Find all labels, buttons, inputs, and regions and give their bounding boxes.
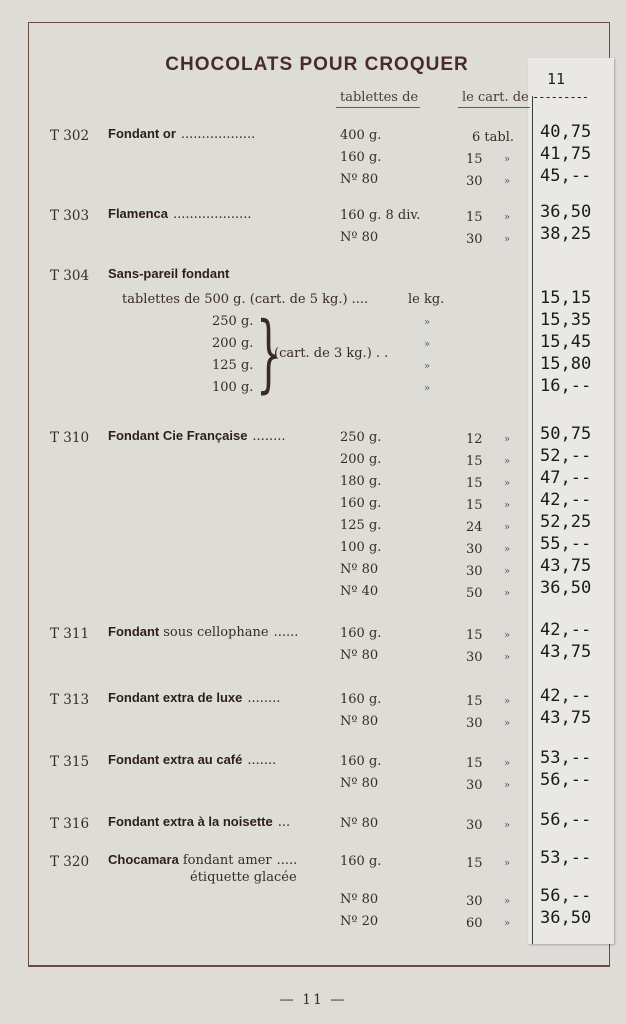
product-name: Fondant — [108, 624, 160, 639]
carton-qty: 6 tabl. — [472, 130, 514, 145]
size: 160 g. — [340, 692, 382, 707]
carton-qty: 15 — [466, 498, 483, 513]
size: 250 g. — [340, 430, 382, 445]
bulk-note: (cart. de 3 kg.) . . — [274, 346, 389, 361]
dot-leader: ........ — [252, 429, 286, 444]
page-footer: — 11 — — [279, 992, 347, 1008]
price: 36,50 — [540, 202, 592, 222]
carton-qty: 15 — [466, 210, 483, 225]
product-name-line — [108, 752, 276, 768]
size: 200 g. — [212, 336, 254, 351]
price: 15,80 — [540, 354, 592, 374]
dot-leader: .................. — [180, 127, 256, 142]
carton-qty: 15 — [466, 476, 483, 491]
ditto-mark: » — [504, 456, 511, 467]
product-code: T 303 — [50, 208, 90, 224]
ditto-mark: » — [504, 212, 511, 223]
size: Nº 20 — [340, 914, 379, 929]
product-name-line — [108, 814, 290, 830]
carton-qty: 15 — [466, 756, 483, 771]
product-name-line — [108, 852, 297, 868]
product-name: Fondant extra à la noisette — [108, 814, 273, 829]
carton-qty: 24 — [466, 520, 483, 535]
ditto-mark: » — [504, 544, 511, 555]
product-name-line — [108, 266, 229, 282]
price: 50,75 — [540, 424, 592, 444]
price: 52,25 — [540, 512, 592, 532]
product-name-line — [108, 624, 298, 640]
price: 45,-- — [540, 166, 592, 186]
ditto-mark: » — [424, 317, 431, 328]
price: 42,-- — [540, 490, 592, 510]
product-code: T 310 — [50, 430, 90, 446]
product-code: T 311 — [50, 626, 90, 642]
product-name-line — [108, 690, 280, 706]
header-tablettes: tablettes de — [340, 90, 419, 105]
price: 56,-- — [540, 886, 592, 906]
ditto-mark: » — [504, 652, 511, 663]
bulk-brace: } — [256, 305, 282, 403]
size: Nº 80 — [340, 816, 379, 831]
frame-bottom-rule — [28, 966, 610, 967]
size: Nº 80 — [340, 648, 379, 663]
carton-qty: 15 — [466, 454, 483, 469]
price: 53,-- — [540, 848, 592, 868]
product-name-line — [108, 206, 252, 222]
price: 43,75 — [540, 556, 592, 576]
price: 56,-- — [540, 810, 592, 830]
ditto-mark: » — [504, 858, 511, 869]
size: Nº 80 — [340, 172, 379, 187]
carton-qty: 30 — [466, 818, 483, 833]
ditto-mark: » — [504, 500, 511, 511]
ditto-mark: » — [504, 588, 511, 599]
size: 200 g. — [340, 452, 382, 467]
dot-leader: ... — [277, 815, 291, 830]
ditto-mark: » — [504, 780, 511, 791]
ditto-mark: » — [504, 566, 511, 577]
price: 42,-- — [540, 686, 592, 706]
price: 43,75 — [540, 642, 592, 662]
ditto-mark: » — [504, 820, 511, 831]
ditto-mark: » — [504, 176, 511, 187]
product-code: T 320 — [50, 854, 90, 870]
header-tablettes-underline — [336, 107, 420, 108]
product-name-line — [108, 126, 255, 142]
product-name: Fondant extra au café — [108, 752, 243, 767]
carton-qty: 30 — [466, 650, 483, 665]
ditto-mark: » — [504, 234, 511, 245]
size: 160 g. — [340, 854, 382, 869]
ditto-mark: » — [504, 696, 511, 707]
header-carton-underline — [458, 107, 530, 108]
product-name: Sans-pareil fondant — [108, 266, 230, 281]
price: 40,75 — [540, 122, 592, 142]
carton-qty: 60 — [466, 916, 483, 931]
product-name: Fondant or — [108, 126, 176, 141]
ditto-mark: » — [504, 522, 511, 533]
product-name: Flamenca — [108, 206, 168, 221]
strip-dashes: --------- — [532, 90, 589, 104]
dot-leader: ........ — [247, 691, 281, 706]
product-name: Fondant Cie Française — [108, 428, 248, 443]
ditto-mark: » — [424, 339, 431, 350]
carton-qty: 30 — [466, 778, 483, 793]
page-title: CHOCOLATS POUR CROQUER — [165, 54, 469, 75]
price: 36,50 — [540, 908, 592, 928]
price: 41,75 — [540, 144, 592, 164]
dot-leader: ..... — [276, 853, 298, 868]
ditto-mark: » — [504, 918, 511, 929]
price: 43,75 — [540, 708, 592, 728]
price: 36,50 — [540, 578, 592, 598]
size: 160 g. — [340, 150, 382, 165]
price-column-rule — [532, 96, 533, 944]
bulk-line: tablettes de 500 g. (cart. de 5 kg.) .... — [122, 292, 369, 307]
ditto-mark: » — [504, 630, 511, 641]
size: 250 g. — [212, 314, 254, 329]
carton-qty: 30 — [466, 564, 483, 579]
price: 16,-- — [540, 376, 592, 396]
product-code: T 313 — [50, 692, 90, 708]
size: 125 g. — [212, 358, 254, 373]
price: 38,25 — [540, 224, 592, 244]
carton-qty: 15 — [466, 694, 483, 709]
price: 42,-- — [540, 620, 592, 640]
ditto-mark: » — [424, 361, 431, 372]
product-code: T 302 — [50, 128, 90, 144]
price: 56,-- — [540, 770, 592, 790]
product-name: Fondant extra de luxe — [108, 690, 243, 705]
product-name-line — [108, 428, 285, 444]
size: 125 g. — [340, 518, 382, 533]
price: 15,45 — [540, 332, 592, 352]
header-carton: le cart. de — [462, 90, 529, 105]
ditto-mark: » — [504, 434, 511, 445]
product-name: Chocamara — [108, 852, 179, 867]
carton-qty: 30 — [466, 232, 483, 247]
price: 55,-- — [540, 534, 592, 554]
dot-leader: ...... — [273, 625, 299, 640]
ditto-mark: » — [424, 383, 431, 394]
carton-qty: 30 — [466, 716, 483, 731]
size: 160 g. — [340, 754, 382, 769]
size: Nº 80 — [340, 562, 379, 577]
size: 100 g. — [340, 540, 382, 555]
carton-qty: 12 — [466, 432, 483, 447]
product-code: T 304 — [50, 268, 90, 284]
dot-leader: ....... — [247, 753, 277, 768]
size: 160 g. — [340, 626, 382, 641]
size: 100 g. — [212, 380, 254, 395]
size: 400 g. — [340, 128, 382, 143]
product-name-extra: fondant amer — [182, 853, 272, 868]
product-name-extra: sous cellophane — [163, 625, 269, 640]
size: 180 g. — [340, 474, 382, 489]
size: Nº 80 — [340, 230, 379, 245]
product-code: T 315 — [50, 754, 90, 770]
price: 52,-- — [540, 446, 592, 466]
price: 47,-- — [540, 468, 592, 488]
size: Nº 80 — [340, 776, 379, 791]
size: Nº 80 — [340, 714, 379, 729]
carton-qty: 30 — [466, 894, 483, 909]
carton-qty: 30 — [466, 174, 483, 189]
ditto-mark: » — [504, 718, 511, 729]
price: 53,-- — [540, 748, 592, 768]
product-note: étiquette glacée — [190, 870, 297, 885]
ditto-mark: » — [504, 154, 511, 165]
carton-qty: 15 — [466, 152, 483, 167]
carton-qty: 30 — [466, 542, 483, 557]
ditto-mark: » — [504, 896, 511, 907]
carton-qty: 15 — [466, 856, 483, 871]
product-code: T 316 — [50, 816, 90, 832]
ditto-mark: » — [504, 758, 511, 769]
price: 15,15 — [540, 288, 592, 308]
size: Nº 40 — [340, 584, 379, 599]
size: 160 g. 8 div. — [340, 208, 421, 223]
carton-qty: 15 — [466, 628, 483, 643]
bulk-unit: le kg. — [408, 292, 445, 307]
price: 15,35 — [540, 310, 592, 330]
strip-page-number: 11 — [547, 70, 566, 88]
ditto-mark: » — [504, 478, 511, 489]
size: Nº 80 — [340, 892, 379, 907]
carton-qty: 50 — [466, 586, 483, 601]
size: 160 g. — [340, 496, 382, 511]
dot-leader: ................... — [172, 207, 252, 222]
